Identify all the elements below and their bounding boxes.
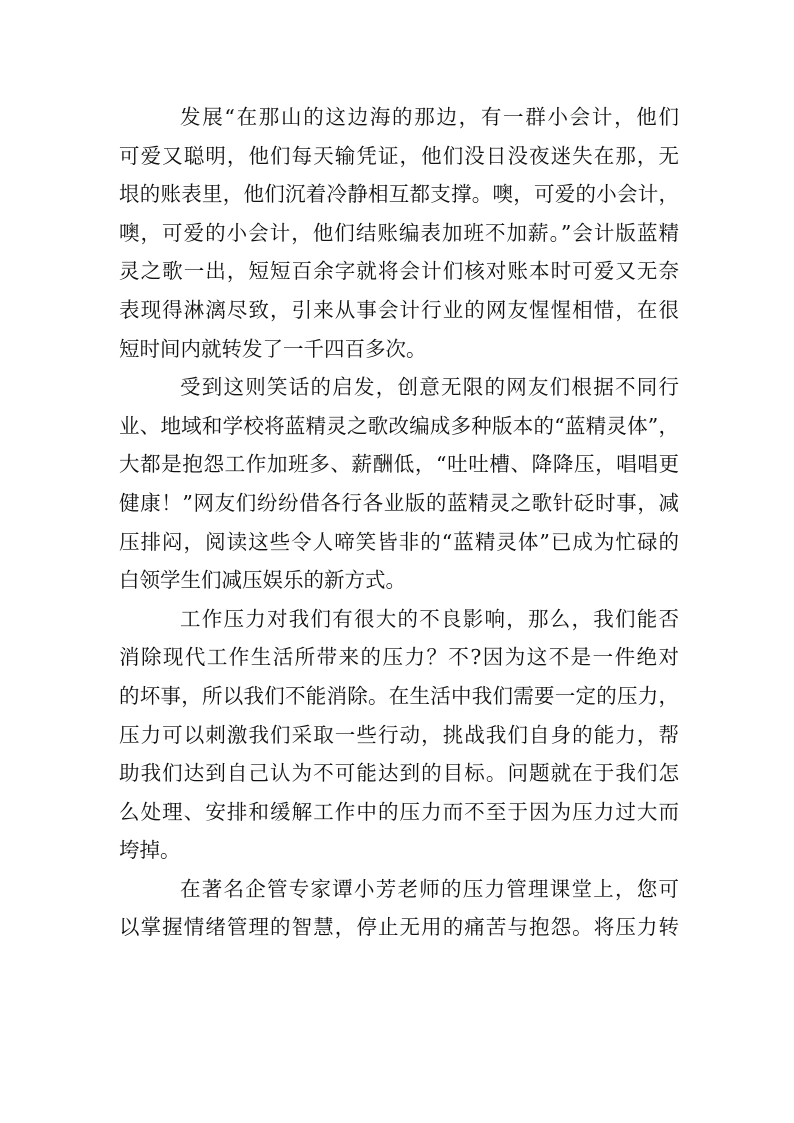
text-line: 压排闷，阅读这些令人啼笑皆非的“蓝精灵体”已成为忙碌的 <box>119 529 679 554</box>
text-line: 噢，可爱的小会计，他们结账编表加班不加薪。”会计版蓝精 <box>119 220 679 245</box>
text-line: 可爱又聪明，他们每天输凭证，他们没日没夜迷失在那，无 <box>119 143 679 168</box>
text-line: 垮掉。 <box>119 838 181 863</box>
paragraph-3 <box>119 600 679 870</box>
text-line: 压力可以刺激我们采取一些行动，挑战我们自身的能力，帮 <box>119 722 679 747</box>
text-line: 灵之歌一出，短短百余字就将会计们核对账本时可爱又无奈 <box>119 259 679 284</box>
text-line: 受到这则笑话的启发，创意无限的网友们根据不同行 <box>180 375 679 400</box>
text-line: 么处理、安排和缓解工作中的压力而不至于因为压力过大而 <box>119 799 679 824</box>
text-line: 白领学生们减压娱乐的新方式。 <box>119 568 406 593</box>
text-line: 以掌握情绪管理的智慧，停止无用的痛苦与抱怨。将压力转 <box>119 915 679 940</box>
text-line: 消除现代工作生活所带来的压力？不?因为这不是一件绝对 <box>119 645 679 670</box>
text-line: 业、地域和学校将蓝精灵之歌改编成多种版本的“蓝精灵体”， <box>119 413 679 438</box>
paragraph-2 <box>119 368 679 600</box>
text-line: 表现得淋漓尽致，引来从事会计行业的网友惺惺相惜，在很 <box>119 297 679 322</box>
paragraph-4 <box>119 870 679 947</box>
text-line: 垠的账表里，他们沉着冷静相互都支撑。噢，可爱的小会计， <box>119 182 679 207</box>
text-line: 短时间内就转发了一千四百多次。 <box>119 336 427 361</box>
text-line: 发展“在那山的这边海的那边，有一群小会计，他们 <box>180 105 679 129</box>
text-line: 的坏事，所以我们不能消除。在生活中我们需要一定的压力， <box>119 683 679 708</box>
text-line: 在著名企管专家谭小芳老师的压力管理课堂上，您可 <box>180 876 679 901</box>
text-line: 工作压力对我们有很大的不良影响，那么，我们能否 <box>180 606 679 631</box>
body-text <box>119 98 679 947</box>
paragraph-1 <box>119 98 679 368</box>
text-line: 健康！”网友们纷纷借各行各业版的蓝精灵之歌针砭时事，减 <box>119 490 679 515</box>
text-line: 大都是抱怨工作加班多、薪酬低，“吐吐槽、降降压，唱唱更 <box>119 452 679 477</box>
text-line: 助我们达到自己认为不可能达到的目标。问题就在于我们怎 <box>119 761 679 786</box>
